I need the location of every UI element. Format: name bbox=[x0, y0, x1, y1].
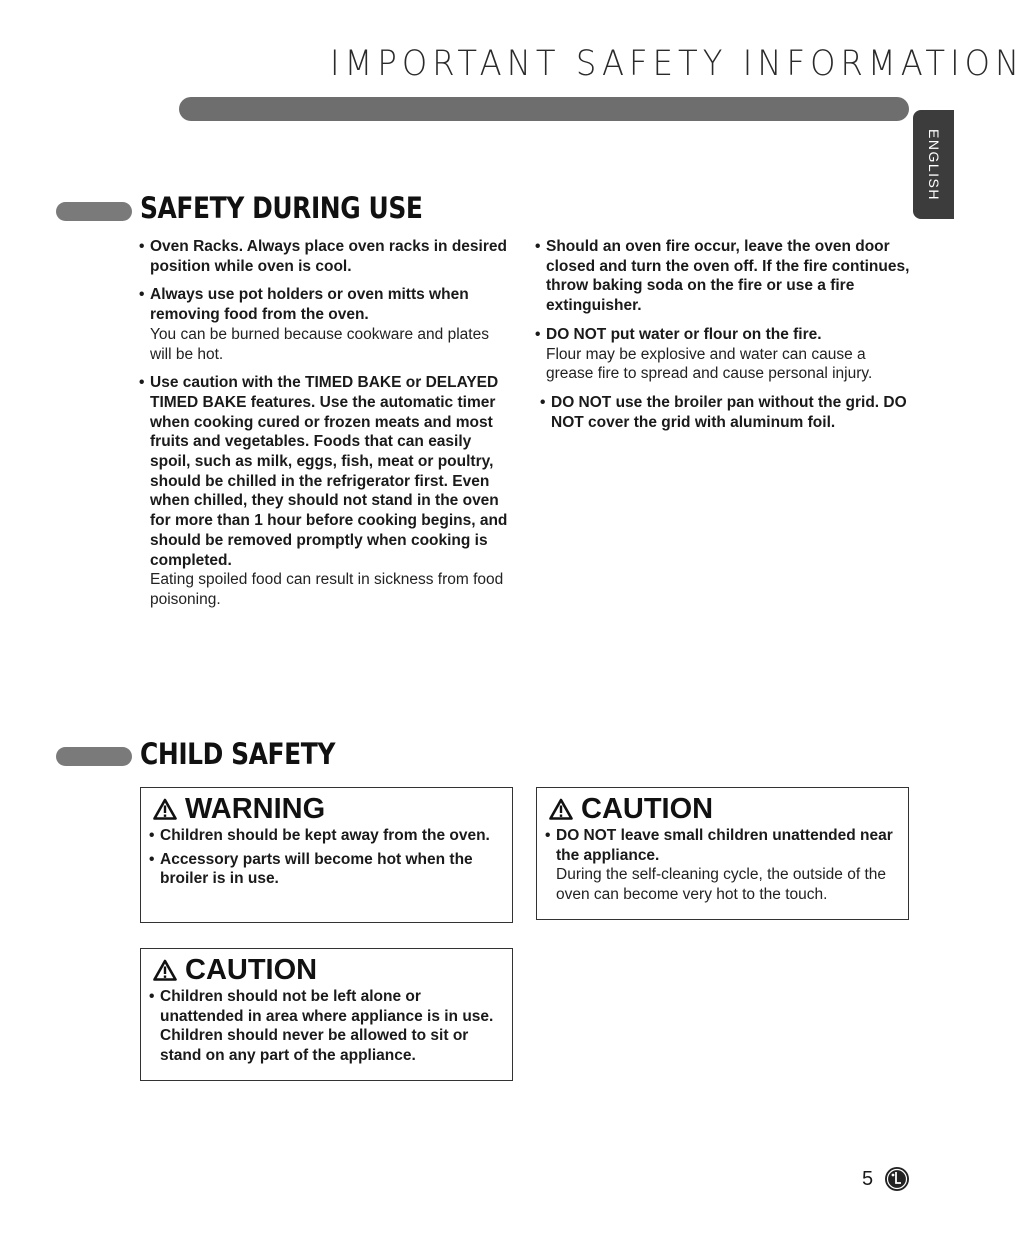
item-detail-text: Flour may be explosive and water can cause a grease fire to spread and cause personal injury. bbox=[546, 345, 873, 383]
caution-box-title bbox=[549, 792, 900, 826]
section-marker bbox=[56, 202, 132, 221]
caution-box-title bbox=[153, 953, 504, 987]
item-bold-text: Oven Racks. Always place oven racks in desired position while oven is cool. bbox=[150, 238, 507, 275]
item-bold-text: Accessory parts will become hot when the broiler is in use. bbox=[160, 850, 473, 888]
item-bold-text: Children should not be left alone or unattended in area where appliance is in use. Children should never be allowed to sit or stand on any part of the appliance. bbox=[160, 988, 494, 1065]
warning-box bbox=[140, 787, 513, 923]
caution-box-right bbox=[536, 787, 909, 920]
title-bar bbox=[179, 97, 909, 121]
page-number: 5 bbox=[862, 1168, 874, 1190]
item-detail-text: Eating spoiled food can result in sickness from food poisoning. bbox=[150, 571, 504, 608]
item-detail-text: During the self-cleaning cycle, the outside of the oven can become very hot to the touch. bbox=[556, 866, 886, 904]
box-title-text: CAUTION bbox=[581, 792, 714, 825]
warning-box-title bbox=[153, 792, 504, 826]
safety-list-left bbox=[139, 237, 514, 619]
item-bold-text: DO NOT use the broiler pan without the grid. DO NOT cover the grid with aluminum foil. bbox=[551, 393, 907, 431]
list-item bbox=[139, 237, 514, 276]
list-item bbox=[535, 237, 913, 316]
bullet: • bbox=[149, 988, 155, 1005]
bullet: • bbox=[535, 238, 541, 255]
bullet: • bbox=[540, 393, 546, 411]
section-heading-safety-during-use: SAFETY DURING USE bbox=[140, 191, 423, 225]
bullet: • bbox=[139, 238, 145, 255]
list-item bbox=[535, 325, 913, 384]
list-item bbox=[540, 393, 913, 432]
bullet: • bbox=[139, 374, 145, 392]
item-bold-text: DO NOT put water or flour on the fire. bbox=[546, 325, 822, 343]
list-item bbox=[149, 987, 504, 1066]
list-item bbox=[139, 373, 514, 609]
list-item bbox=[149, 826, 504, 846]
caution-box-left bbox=[140, 948, 513, 1081]
bullet: • bbox=[545, 827, 551, 844]
language-tab-label: ENGLISH bbox=[925, 128, 942, 201]
bullet: • bbox=[149, 827, 155, 844]
lg-logo-icon bbox=[884, 1166, 910, 1192]
section-marker bbox=[56, 747, 132, 766]
bullet: • bbox=[139, 286, 145, 304]
bullet: • bbox=[149, 850, 155, 868]
item-bold-text: Always use pot holders or oven mitts when removing food from the oven. bbox=[150, 286, 469, 324]
safety-list-right bbox=[535, 237, 913, 441]
item-bold-text: DO NOT leave small children unattended near the appliance. bbox=[556, 827, 893, 864]
list-item bbox=[545, 826, 900, 905]
item-bold-text: Should an oven fire occur, leave the oven door closed and turn the oven off. If the fire continues, throw baking soda on the fire or use a fire extinguisher. bbox=[546, 238, 910, 315]
warning-triangle-icon bbox=[153, 959, 177, 981]
item-bold-text: Use caution with the TIMED BAKE or DELAYED TIMED BAKE features. Use the automatic timer when cooking cured or frozen meats and most fruits and vegetables. Foods that can easily spoil, such as milk, eggs, fish, meat or poultry, should be chilled in the refrigerator first. Even when chilled, they should not stand in the oven for more than 1 hour before cooking begins, and should be removed promptly when cooking is completed. bbox=[150, 374, 508, 569]
warning-triangle-icon bbox=[549, 798, 573, 820]
warning-triangle-icon bbox=[153, 798, 177, 820]
item-detail-text: You can be burned because cookware and plates will be hot. bbox=[150, 325, 489, 363]
box-title-text: CAUTION bbox=[185, 953, 318, 986]
page-title: IMPORTANT SAFETY INFORMATION bbox=[330, 44, 1024, 84]
list-item bbox=[149, 850, 504, 889]
box-title-text: WARNING bbox=[185, 792, 326, 825]
item-bold-text: Children should be kept away from the oven. bbox=[160, 827, 490, 844]
language-tab bbox=[913, 110, 954, 219]
section-heading-child-safety: CHILD SAFETY bbox=[140, 737, 335, 771]
list-item bbox=[139, 285, 514, 364]
bullet: • bbox=[535, 325, 541, 343]
